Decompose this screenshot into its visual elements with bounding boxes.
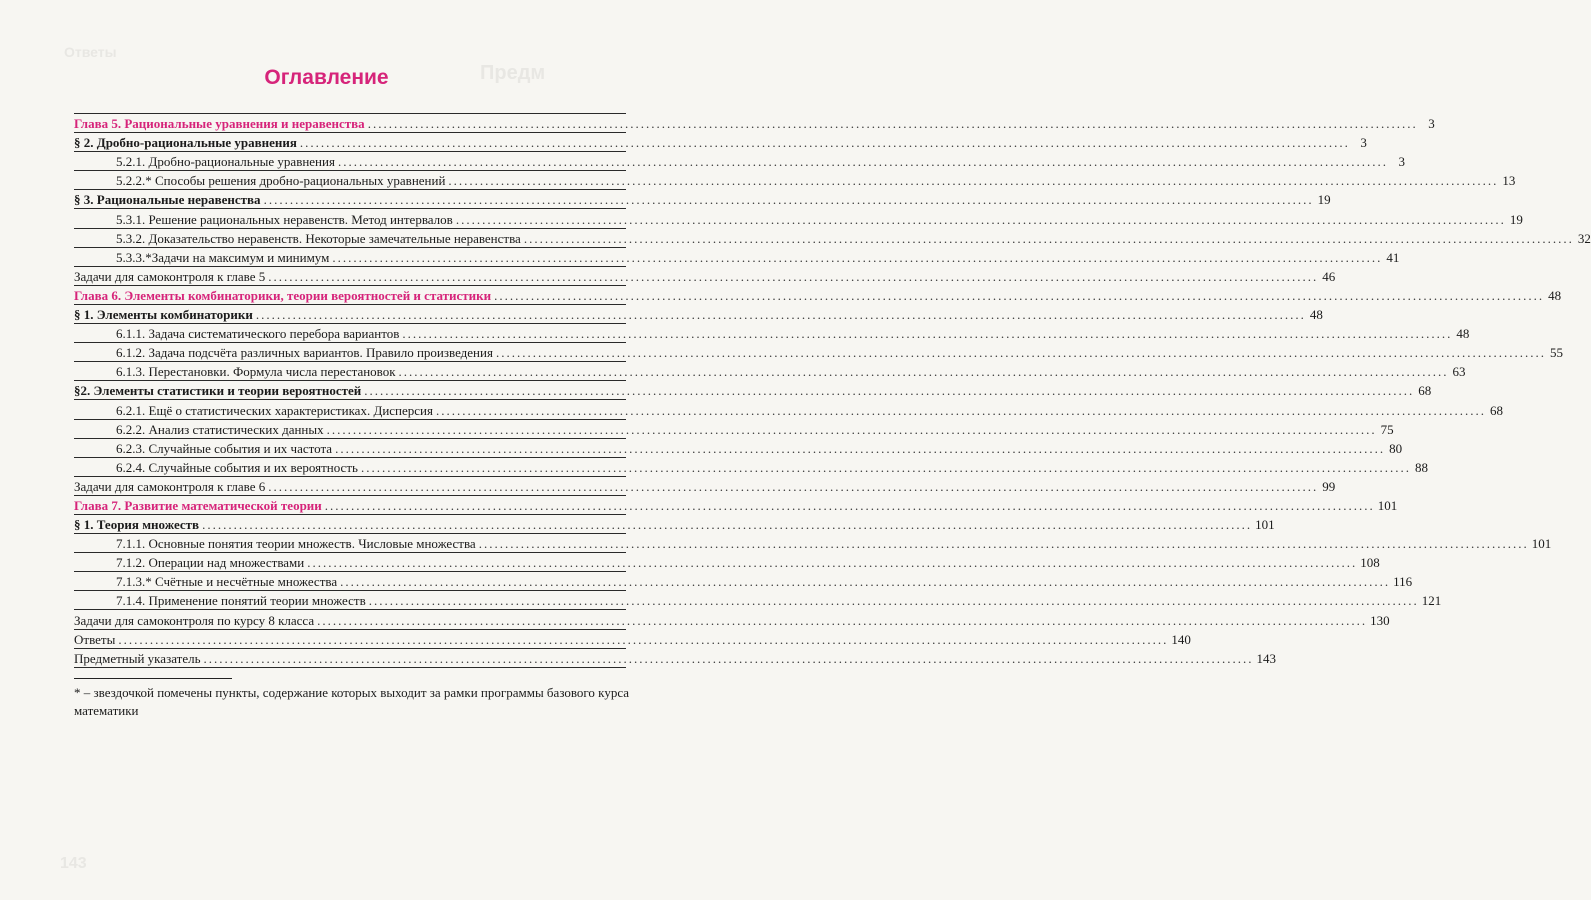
toc-entry	[74, 362, 1466, 381]
toc-entry-page: 19	[1317, 192, 1331, 208]
footnote: * – звездочкой помечены пункты, содержание которых выходит за рамки программы базового курса математики	[74, 685, 630, 718]
toc-entry-label: § 1. Элементы комбинаторики	[74, 307, 253, 323]
toc-entry	[74, 209, 1523, 228]
toc-entry-label: Задачи для самоконтроля к главе 5	[74, 268, 266, 284]
toc-leader-dots: ........................................................................................................................................................................................................	[324, 497, 1375, 513]
toc-leader-dots: ........................................................................................................................................................................................................	[402, 326, 1453, 342]
toc-leader-dots: ........................................................................................................................................................................................................	[495, 345, 1546, 361]
toc-entry-label: §2. Элементы статистики и теории вероятностей	[74, 383, 362, 399]
toc-leader-dots: ........................................................................................................................................................................................................	[268, 268, 1319, 284]
toc-entry-page: 68	[1418, 383, 1432, 399]
toc-entry	[74, 190, 1331, 209]
toc-entry	[74, 477, 1336, 496]
toc-entry	[74, 496, 1398, 515]
toc-entry-page: 48	[1456, 326, 1470, 342]
toc-entry-page: 32	[1577, 230, 1591, 246]
toc-leader-dots: ........................................................................................................................................................................................................	[494, 287, 1545, 303]
toc-entry-page: 3	[1360, 135, 1367, 151]
toc-leader-dots: ........................................................................................................................................................................................................	[367, 116, 1418, 132]
toc-entry-page: 19	[1509, 211, 1523, 227]
page-title: Оглавление	[264, 66, 389, 89]
toc-entry-label: Предметный указатель	[74, 650, 201, 666]
toc-entry-page: 130	[1370, 612, 1390, 628]
toc-entry-page: 99	[1322, 478, 1336, 494]
toc-leader-dots: ........................................................................................................................................................................................................	[317, 612, 1368, 628]
toc-leader-dots: ........................................................................................................................................................................................................	[335, 440, 1386, 456]
toc-entry-page: 101	[1377, 497, 1398, 513]
toc-entry-label: 5.3.2. Доказательство неравенств. Некоторые замечательные неравенства	[116, 230, 521, 246]
toc-entry-page: 80	[1389, 440, 1403, 456]
toc-entry-label: § 1. Теория множеств	[74, 517, 200, 533]
toc-entry-label: Ответы	[74, 631, 116, 647]
toc-entry	[74, 381, 1432, 400]
toc-entry	[74, 420, 1394, 439]
bleed-through-page-number: 143	[60, 855, 87, 872]
toc-entry-page: 3	[1398, 154, 1405, 170]
table-of-contents	[74, 113, 1591, 668]
toc-entry	[74, 114, 1435, 133]
toc-leader-dots: ........................................................................................................................................................................................................	[435, 402, 1486, 418]
toc-entry-label: 6.1.1. Задача систематического перебора вариантов	[116, 326, 400, 342]
toc-leader-dots: ........................................................................................................................................................................................................	[307, 555, 1358, 571]
toc-leader-dots: ........................................................................................................................................................................................................	[203, 650, 1254, 666]
toc-entry	[74, 400, 1503, 419]
toc-entry	[74, 553, 1380, 572]
toc-entry-label: 7.1.2. Операции над множествами	[116, 555, 305, 571]
toc-leader-dots: ........................................................................................................................................................................................................	[263, 192, 1314, 208]
toc-entry	[74, 324, 1470, 343]
toc-entry	[74, 152, 1405, 171]
toc-entry-label: Задачи для самоконтроля по курсу 8 класса	[74, 612, 315, 628]
toc-leader-dots: ........................................................................................................................................................................................................	[360, 459, 1411, 475]
toc-entry	[74, 267, 1336, 286]
toc-entry-label: 6.1.2. Задача подсчёта различных вариантов. Правило произведения	[116, 345, 493, 361]
toc-entry-label: Глава 7. Развитие математической теории	[74, 497, 322, 513]
toc-entry-label: 7.1.3.* Счётные и несчётные множества	[116, 574, 338, 590]
toc-entry-label: 6.2.3. Случайные события и их частота	[116, 440, 333, 456]
toc-entry-label: § 2. Дробно-рациональные уравнения	[74, 135, 297, 151]
toc-leader-dots: ........................................................................................................................................................................................................	[364, 383, 1415, 399]
toc-entry	[74, 286, 1562, 305]
toc-leader-dots: ........................................................................................................................................................................................................	[340, 574, 1391, 590]
toc-entry-label: 5.3.1. Решение рациональных неравенств. Метод интервалов	[116, 211, 453, 227]
toc-entry	[74, 534, 1552, 553]
toc-leader-dots: ........................................................................................................................................................................................................	[118, 631, 1169, 647]
toc-entry	[74, 439, 1403, 458]
footnote-divider	[74, 678, 232, 679]
bleed-through-header: Ответы	[64, 44, 117, 60]
toc-entry-page: 143	[1256, 650, 1277, 666]
toc-leader-dots: ........................................................................................................................................................................................................	[332, 249, 1383, 265]
toc-entry	[74, 229, 1591, 248]
toc-entry	[74, 591, 1442, 610]
toc-entry-page: 3	[1428, 116, 1435, 132]
toc-entry-label: 6.2.2. Анализ статистических данных	[116, 421, 324, 437]
toc-entry-label: 7.1.4. Применение понятий теории множеств	[116, 593, 366, 609]
toc-entry-label: 5.2.1. Дробно-рациональные уравнения	[116, 154, 335, 170]
toc-entry	[74, 630, 1191, 649]
toc-entry-page: 140	[1171, 631, 1191, 647]
toc-entry	[74, 171, 1516, 190]
toc-entry-label: 6.2.4. Случайные события и их вероятность	[116, 459, 358, 475]
toc-entry-page: 116	[1393, 574, 1413, 590]
toc-entry-page: 41	[1386, 249, 1400, 265]
toc-entry-page: 121	[1421, 593, 1442, 609]
bleed-through-title: Предм	[480, 62, 546, 84]
toc-entry	[74, 572, 1413, 591]
toc-entry-page: 13	[1502, 173, 1516, 189]
toc-leader-dots: ........................................................................................................................................................................................................	[299, 135, 1350, 151]
toc-leader-dots: ........................................................................................................................................................................................................	[523, 230, 1574, 246]
toc-entry-page: 75	[1380, 421, 1394, 437]
toc-entry-page: 48	[1548, 287, 1562, 303]
toc-entry-page: 68	[1489, 402, 1503, 418]
toc-entry-label: 6.2.1. Ещё о статистических характеристиках. Дисперсия	[116, 402, 433, 418]
toc-entry-label: Глава 5. Рациональные уравнения и неравенства	[74, 116, 365, 132]
toc-leader-dots: ........................................................................................................................................................................................................	[337, 154, 1388, 170]
toc-entry-label: § 3. Рациональные неравенства	[74, 192, 261, 208]
toc-entry-label: Глава 6. Элементы комбинаторики, теории вероятностей и статистики	[74, 287, 492, 303]
toc-entry	[74, 515, 1275, 534]
toc-leader-dots: ........................................................................................................................................................................................................	[398, 364, 1449, 380]
toc-entry-label: 6.1.3. Перестановки. Формула числа перестановок	[116, 364, 396, 380]
toc-entry-page: 55	[1549, 345, 1563, 361]
toc-leader-dots: ........................................................................................................................................................................................................	[326, 421, 1377, 437]
toc-entry-label: 5.3.3.*Задачи на максимум и минимум	[116, 249, 330, 265]
toc-entry-page: 48	[1309, 307, 1323, 323]
toc-entry-label: Задачи для самоконтроля к главе 6	[74, 478, 266, 494]
toc-leader-dots: ........................................................................................................................................................................................................	[368, 593, 1419, 609]
toc-leader-dots: ........................................................................................................................................................................................................	[455, 211, 1506, 227]
toc-entry	[74, 649, 1277, 668]
toc-entry-page: 108	[1360, 555, 1380, 571]
toc-entry	[74, 343, 1563, 362]
toc-entry-page: 88	[1414, 459, 1428, 475]
toc-entry	[74, 248, 1400, 267]
toc-leader-dots: ........................................................................................................................................................................................................	[202, 517, 1253, 533]
toc-entry-page: 101	[1531, 536, 1552, 552]
toc-entry	[74, 610, 1390, 629]
toc-entry-label: 7.1.1. Основные понятия теории множеств. Числовые множества	[116, 536, 476, 552]
toc-entry-label: 5.2.2.* Способы решения дробно-рациональных уравнений	[116, 173, 446, 189]
toc-entry	[74, 305, 1323, 324]
toc-entry-page: 101	[1255, 517, 1275, 533]
toc-entry	[74, 133, 1367, 152]
toc-entry-page: 63	[1452, 364, 1466, 380]
toc-leader-dots: ........................................................................................................................................................................................................	[268, 478, 1319, 494]
toc-entry-page: 46	[1322, 268, 1336, 284]
toc-leader-dots: ........................................................................................................................................................................................................	[448, 173, 1499, 189]
toc-leader-dots: ........................................................................................................................................................................................................	[255, 307, 1306, 323]
toc-leader-dots: ........................................................................................................................................................................................................	[478, 536, 1529, 552]
toc-entry	[74, 458, 1428, 477]
